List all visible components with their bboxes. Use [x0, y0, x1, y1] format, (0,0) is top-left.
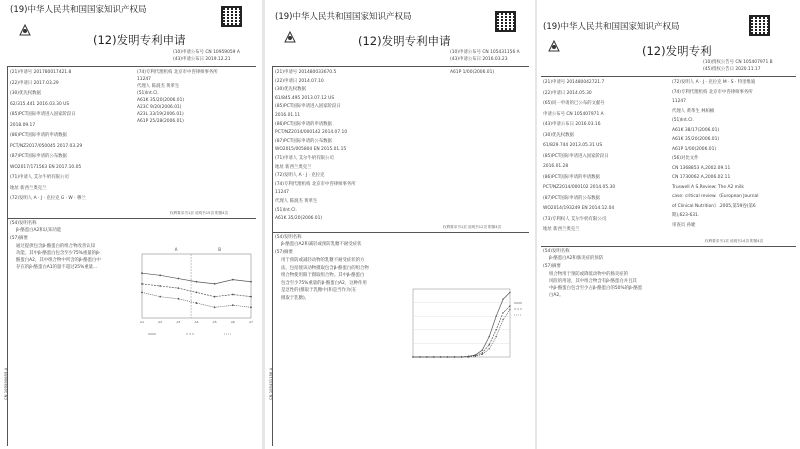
- bibliographic-field: 2016.01.28: [543, 164, 569, 169]
- line-chart: [405, 285, 530, 365]
- bibliographic-field: (22)申请日 2014.07.10: [275, 78, 324, 84]
- document-kind: (12)发明专利: [642, 44, 712, 58]
- document-kind: (12)发明专利申请: [93, 33, 186, 47]
- bibliographic-field: 2018.09.17: [10, 122, 36, 128]
- abstract-heading: (57)摘要: [10, 236, 28, 241]
- data-point: [426, 356, 427, 357]
- data-point: [196, 302, 198, 304]
- data-point: [454, 356, 455, 357]
- data-point: [177, 278, 179, 280]
- data-point: [440, 356, 441, 357]
- invention-title: β-酪蛋白A2和认知功能: [16, 228, 62, 233]
- data-point: [468, 356, 469, 357]
- abstract-line: 用于预防或减轻动物的乳糖不耐受症状的方: [281, 258, 365, 263]
- page-count-note: 权利要求书1页 说明书14页 附图4页: [705, 239, 764, 243]
- data-point: [196, 292, 198, 294]
- data-point: [475, 356, 476, 357]
- bibliographic-field: 审查员 孙婕: [672, 222, 696, 228]
- data-point: [482, 354, 483, 355]
- abstract-heading: (57)摘要: [543, 264, 561, 269]
- data-point: [196, 281, 198, 283]
- patent-page-2: [265, 0, 535, 449]
- abstract-line: 是急性的(摄取于乳糖中)和是当作为(在: [281, 288, 357, 293]
- bibliographic-field: (72)发明人 A · J · 克拉克: [275, 173, 325, 179]
- bibliographic-field: 2016.01.11: [275, 113, 301, 118]
- bibliographic-field: (87)PCT国际申请的公布数据: [543, 195, 600, 201]
- title-heading: (54)发明名称: [10, 221, 37, 226]
- data-point: [177, 298, 179, 300]
- bibliographic-field: (21)申请号 201780017421.8: [10, 70, 72, 75]
- bibliographic-field: (51)Int.Cl.: [137, 91, 159, 96]
- data-point: [232, 279, 234, 281]
- data-point: [482, 350, 483, 351]
- data-point: [495, 316, 496, 317]
- bibliographic-field: Truswell A S.Review: The A2 milk: [672, 184, 744, 190]
- divider: [273, 232, 529, 233]
- bibliographic-field: A23C 9/20(2006.01): [137, 105, 182, 110]
- publication-number: (10)申请公布号 CN 10959059 A: [173, 50, 240, 55]
- bibliographic-field: case: critical review.《European Journal: [672, 194, 759, 199]
- bibliographic-field: (21)申请号 201480042721.7: [543, 80, 605, 85]
- x-tick-label: A3: [176, 320, 181, 324]
- data-point: [489, 344, 490, 345]
- data-point: [177, 287, 179, 289]
- data-point: [159, 274, 161, 276]
- bibliographic-field: A23L 33/19(2006.01): [137, 112, 184, 117]
- bibliographic-field: 代理人 陈润杰 黄革生: [275, 199, 318, 204]
- data-point: [502, 319, 503, 320]
- bibliographic-field: of Clinical Nutrition》.2005,第59卷(第6: [672, 203, 756, 209]
- bibliographic-field: (85)PCT国际申请进入国家阶段日: [10, 112, 76, 117]
- data-point: [509, 292, 510, 293]
- bibliographic-field: PCT/NZ2017/050045 2017.03.29: [10, 143, 83, 149]
- data-point: [141, 272, 143, 274]
- bibliographic-field: 代理人 黄革生 林柏楠: [672, 108, 715, 114]
- bibliographic-field: (30)优先权数据: [543, 132, 574, 138]
- data-point: [502, 312, 503, 313]
- x-tick-label: A6: [230, 320, 235, 324]
- bibliographic-field: A61K 35/20(2006.01): [275, 216, 323, 222]
- data-point: [461, 356, 462, 357]
- side-publication-number: CN 109590659 A: [3, 367, 8, 400]
- bibliographic-field: WO2014/193249 EN 2014.12.04: [543, 206, 615, 211]
- data-point: [232, 294, 234, 296]
- publication-date: (43)申请公布日 2019.12.21: [173, 57, 231, 62]
- line-chart: [130, 240, 255, 340]
- cnipa-logo-icon: [18, 22, 32, 36]
- data-point: [141, 292, 143, 294]
- data-point: [250, 296, 252, 298]
- bibliographic-field: (30)优先权数据: [275, 87, 306, 93]
- abstract-line: 中β-酪蛋白包含至少占β-酪蛋白的50%的β-酪蛋: [549, 286, 643, 291]
- bibliographic-field: A61K 38/17(2006.01): [672, 127, 720, 133]
- bibliographic-field: PCT/NZ2014/000142 2014.07.10: [275, 130, 348, 136]
- abstract-line: 组合物使用限于摄取组合物。其中β-酪蛋白: [281, 273, 365, 278]
- qr-code-icon: [221, 6, 242, 27]
- bibliographic-field: (22)申请日 2017.03.29: [10, 80, 59, 86]
- bibliographic-field: A61K 35/20(2006.01): [672, 137, 720, 142]
- bibliographic-field: (74)专利代理机构 北京市中咨律师事务所: [137, 70, 218, 75]
- bibliographic-field: A61K 35/20(2006.01): [137, 98, 185, 103]
- bibliographic-field: (22)申请日 2014.05.30: [543, 90, 592, 96]
- page-count-note: 权利要求书1页 说明书12页 附图4页: [443, 225, 502, 229]
- bibliographic-field: 61/845.495 2013.07.12 US: [275, 95, 335, 101]
- bibliographic-field: (71)申请人 艾尔牛奶有限公司: [10, 175, 69, 180]
- office-header: (19)中华人民共和国国家知识产权局: [543, 22, 680, 32]
- bibliographic-field: (87)PCT国际申请的公布数据: [275, 138, 332, 144]
- bibliographic-field: PCT/NZ2014/000102 2014.05.30: [543, 185, 616, 190]
- abstract-line: 功能，其中β-酪蛋白包含至少75%重量的β-: [16, 251, 101, 256]
- data-point: [433, 356, 434, 357]
- data-point: [489, 336, 490, 337]
- bibliographic-field: (21)申请号 201480033670.5: [275, 70, 337, 75]
- qr-code-icon: [749, 15, 770, 36]
- data-point: [159, 285, 161, 287]
- bibliographic-field: (30)优先权数据: [10, 91, 41, 96]
- bibliographic-field: 62/315.441 2016.03.30 US: [10, 101, 70, 107]
- bibliographic-field: 11247: [672, 99, 686, 104]
- office-header: (19)中华人民共和国国家知识产权局: [275, 12, 412, 22]
- series-line: [413, 292, 510, 357]
- office-header: (19)中华人民共和国国家知识产权局: [10, 5, 147, 15]
- bibliographic-field: (71)申请人 艾尔牛奶有限公司: [275, 156, 334, 161]
- bibliographic-field: (85)PCT国际申请进入国家阶段日: [543, 153, 609, 159]
- bibliographic-field: A61P 1/00(2006.01): [672, 146, 717, 152]
- abstract-line: 通过提供包含β-酪蛋白的组合物改善认知: [16, 244, 96, 249]
- publication-date: (43)申请公布日 2016.03.23: [450, 57, 508, 62]
- bibliographic-field: WO2015/005804 EN 2015.01.15: [275, 147, 347, 153]
- bibliographic-field: A61P 1/00(2006.01): [450, 70, 495, 75]
- data-point: [509, 305, 510, 306]
- bibliographic-field: 11247: [275, 190, 289, 196]
- x-tick-label: A1: [140, 320, 144, 324]
- title-heading: (54)发明名称: [543, 249, 570, 254]
- bibliographic-field: (74)专利代理机构 北京市中咨律师事务所: [275, 181, 356, 187]
- bibliographic-field: (51)Int.Cl.: [275, 207, 297, 213]
- bibliographic-field: 地址 新西兰奥克兰: [543, 227, 580, 232]
- x-tick-label: A2: [158, 320, 163, 324]
- invention-title: β-酪蛋白A2和减轻或预防乳糖不耐受症状: [281, 242, 362, 247]
- invention-title: β-酪蛋白A2和肠炎症的预防: [549, 256, 604, 261]
- bibliographic-field: (56)对比文件: [672, 156, 699, 161]
- bibliographic-field: (51)Int.Cl.: [672, 118, 694, 123]
- patent-page-1: [0, 0, 262, 449]
- abstract-line: 白A2。: [549, 293, 564, 298]
- bibliographic-field: 11247: [137, 77, 151, 82]
- legend-label: B: [218, 247, 222, 252]
- patent-page-3: [537, 0, 800, 449]
- bibliographic-field: (72)发明人 A · J · 克拉克 G · W · 穆兰: [10, 196, 86, 201]
- publication-number: (10)申请公布号 CN 105431156 A: [450, 50, 520, 55]
- data-point: [495, 336, 496, 337]
- cnipa-logo-icon: [547, 38, 561, 52]
- bibliographic-field: (72)发明人 A · J · 克拉克 M · S · 特里维迪: [672, 80, 756, 85]
- bibliographic-field: (73)专利权人 艾尔牛奶有限公司: [543, 216, 607, 222]
- series-line: [413, 309, 510, 357]
- abstract-line: 组合物用于预防或降低动物中的肠炎症的: [549, 272, 629, 277]
- data-point: [509, 309, 510, 310]
- x-tick-label: A4: [194, 320, 199, 324]
- data-point: [447, 356, 448, 357]
- divider: [8, 218, 256, 219]
- data-point: [232, 304, 234, 306]
- document-kind: (12)发明专利申请: [358, 34, 451, 48]
- data-point: [502, 299, 503, 300]
- bibliographic-field: CN 1368853 A,2002.09.11: [672, 165, 731, 171]
- divider: [273, 66, 529, 67]
- abstract-line: 风险的用途，其中组合物含有β-酪蛋白并且其: [549, 279, 637, 284]
- x-tick-label: A7: [249, 320, 253, 324]
- bibliographic-field: 申请公布号 CN 105407971 A: [543, 111, 604, 117]
- bibliographic-field: 期),623-631.: [672, 213, 700, 218]
- margin-line: [272, 66, 273, 446]
- bibliographic-field: (85)PCT国际申请进入国家阶段日: [275, 104, 341, 110]
- x-tick-label: A5: [212, 320, 217, 324]
- plot-frame: [413, 289, 510, 357]
- publication-date: (45)授权公告日 2020.11.17: [703, 67, 761, 72]
- divider: [541, 246, 796, 247]
- bibliographic-field: (86)PCT国际申请的申请数据: [10, 133, 67, 138]
- abstract-heading: (57)摘要: [275, 250, 293, 255]
- abstract-line: 包含至少75%重量的β-酪蛋白A2，这种作用: [281, 280, 367, 286]
- data-point: [159, 296, 161, 298]
- bibliographic-field: (43)申请公布日 2016.03.16: [543, 122, 601, 127]
- data-point: [141, 283, 143, 285]
- data-point: [419, 356, 420, 357]
- bibliographic-field: (87)PCT国际申请的公布数据: [10, 154, 67, 159]
- data-point: [489, 348, 490, 349]
- bibliographic-field: 地址 新西兰奥克兰: [10, 185, 47, 191]
- qr-code-icon: [495, 11, 516, 32]
- bibliographic-field: (86)PCT国际申请的申请数据: [543, 174, 600, 180]
- data-point: [250, 281, 252, 283]
- legend-label: A: [174, 247, 178, 252]
- data-point: [412, 356, 413, 357]
- divider: [8, 66, 256, 67]
- side-publication-number: CN 105431156 A: [268, 367, 273, 400]
- bibliographic-field: (65)同一申请的已公布的文献号: [543, 101, 605, 106]
- series-line: [142, 284, 251, 297]
- publication-number: (10)授权公告号 CN 105407971 B: [703, 60, 773, 65]
- abstract-line: 摄取于乳糖)。: [281, 295, 310, 301]
- data-point: [214, 306, 216, 308]
- cnipa-logo-icon: [283, 29, 297, 43]
- data-point: [482, 352, 483, 353]
- title-heading: (54)发明名称: [275, 235, 302, 240]
- bibliographic-field: (86)PCT国际申请的申请数据: [275, 121, 332, 127]
- data-point: [250, 306, 252, 308]
- data-point: [214, 296, 216, 298]
- page-count-note: 权利要求书1页 说明书15页 附图4页: [170, 211, 229, 215]
- abstract-line: 存在的β-酪蛋白A1的量不超过25%重量...: [16, 265, 98, 270]
- bibliographic-field: 地址 新西兰奥克兰: [275, 164, 312, 170]
- bibliographic-field: 61/829.744 2013.05.31 US: [543, 143, 603, 148]
- data-point: [495, 329, 496, 330]
- series-line: [413, 306, 510, 357]
- abstract-line: 酪蛋白A2，其中组合物中所含的β-酪蛋白中: [16, 258, 101, 263]
- bibliographic-field: 代理人 陈润杰 黄革生: [137, 84, 180, 89]
- margin-line: [7, 66, 8, 446]
- divider: [541, 76, 796, 77]
- bibliographic-field: CN 1730062 A,2006.02.11: [672, 175, 731, 180]
- bibliographic-field: (74)专利代理机构 北京市中咨律师事务所: [672, 89, 753, 95]
- bibliographic-field: A61P 25/28(2006.01): [137, 119, 184, 124]
- abstract-line: 法，包括使该动物摄取包含β-酪蛋白的组合物: [281, 265, 369, 271]
- bibliographic-field: WO2017/171563 EN 2017.10.05: [10, 164, 82, 170]
- data-point: [214, 283, 216, 285]
